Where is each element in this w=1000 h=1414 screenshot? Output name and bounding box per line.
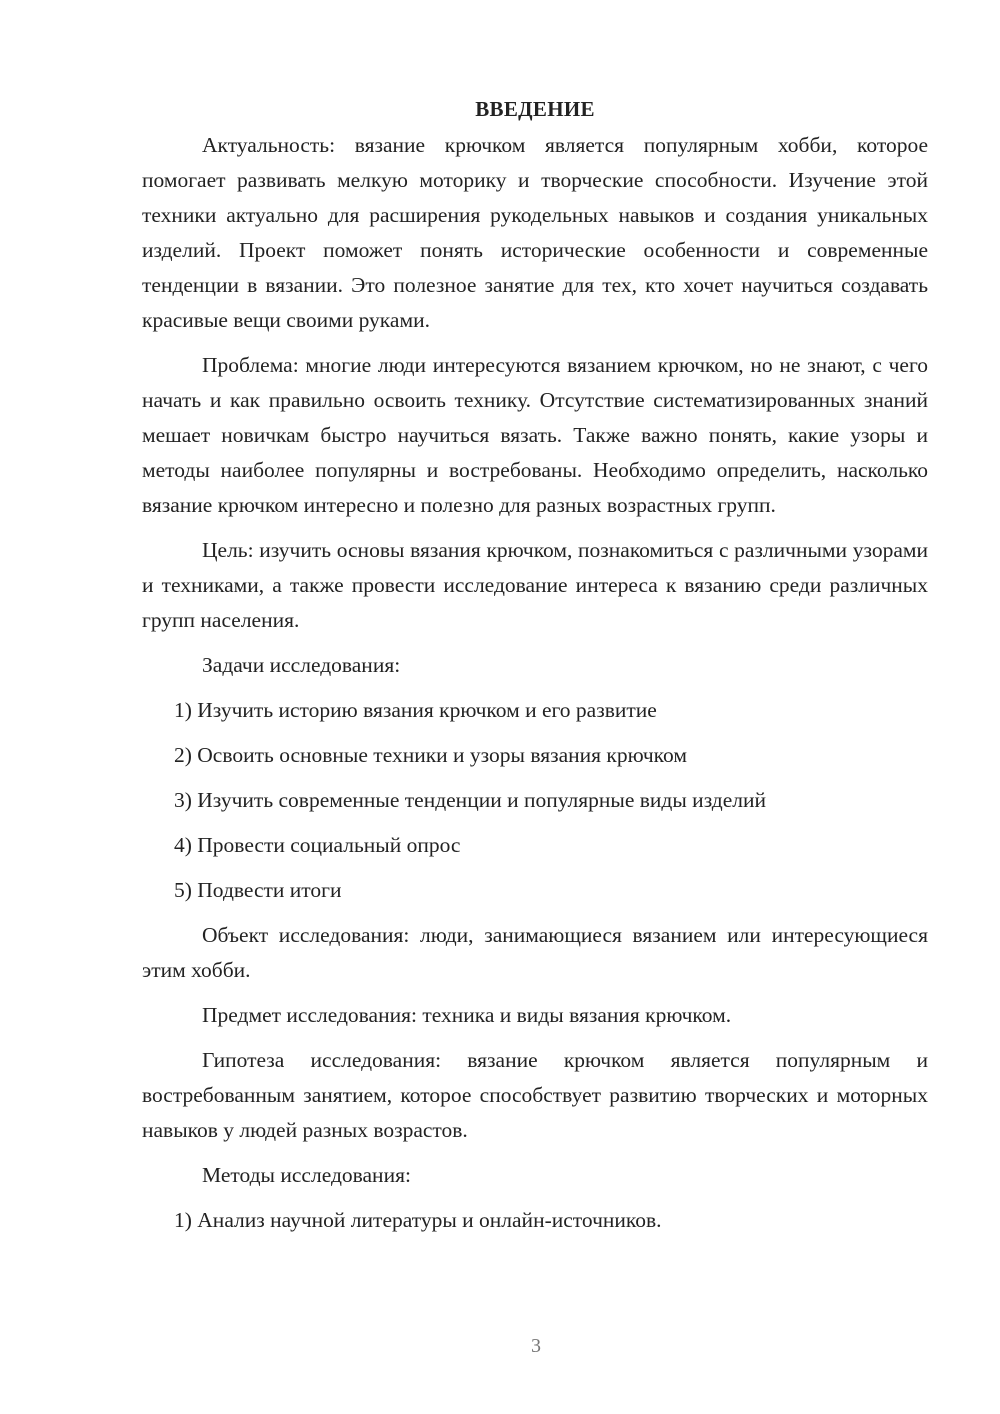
methods-list — [142, 1203, 928, 1238]
task-item: 4) Провести социальный опрос — [174, 833, 461, 857]
task-item: 3) Изучить современные тенденции и популярные виды изделий — [174, 788, 767, 812]
page-number: 3 — [531, 1335, 541, 1357]
subject-paragraph: Предмет исследования: техника и виды вязания крючком. — [202, 1003, 732, 1027]
method-item: 1) Анализ научной литературы и онлайн-источников. — [174, 1208, 662, 1232]
object-paragraph: Объект исследования: люди, занимающиеся вязанием или интересующиеся этим хобби. — [142, 923, 928, 982]
page-title: ВВЕДЕНИЕ — [475, 97, 595, 121]
document-body — [142, 92, 928, 1248]
problem-paragraph: Проблема: многие люди интересуются вязанием крючком, но не знают, с чего начать и как правильно освоить технику. Отсутствие систематизированных знаний мешает новичкам быстро научиться вязать. Также важно понять, какие узоры и методы наиболее популярны и востребованы. Необходимо определить, насколько вязание крючком интересно и полезно для разных возрастных групп. — [142, 353, 928, 517]
task-item: 2) Освоить основные техники и узоры вязания крючком — [174, 743, 687, 767]
methods-heading: Методы исследования: — [202, 1163, 411, 1187]
relevance-paragraph: Актуальность: вязание крючком является популярным хобби, которое помогает развивать мелкую моторику и творческие способности. Изучение этой техники актуально для расширения рукодельных навыков и создания уникальных изделий. Проект поможет понять исторические особенности и современные тенденции в вязании. Это полезное занятие для тех, кто хочет научиться создавать красивые вещи своими руками. — [142, 133, 928, 332]
hypothesis-paragraph: Гипотеза исследования: вязание крючком является популярным и востребованным занятием, которое способствует развитию творческих и моторных навыков у людей разных возрастов. — [142, 1048, 928, 1142]
task-item: 1) Изучить историю вязания крючком и его развитие — [174, 698, 657, 722]
tasks-list — [142, 693, 928, 908]
goal-paragraph: Цель: изучить основы вязания крючком, познакомиться с различными узорами и техниками, а также провести исследование интереса к вязанию среди различных групп населения. — [142, 538, 928, 632]
tasks-heading: Задачи исследования: — [202, 653, 401, 677]
task-item: 5) Подвести итоги — [174, 878, 342, 902]
